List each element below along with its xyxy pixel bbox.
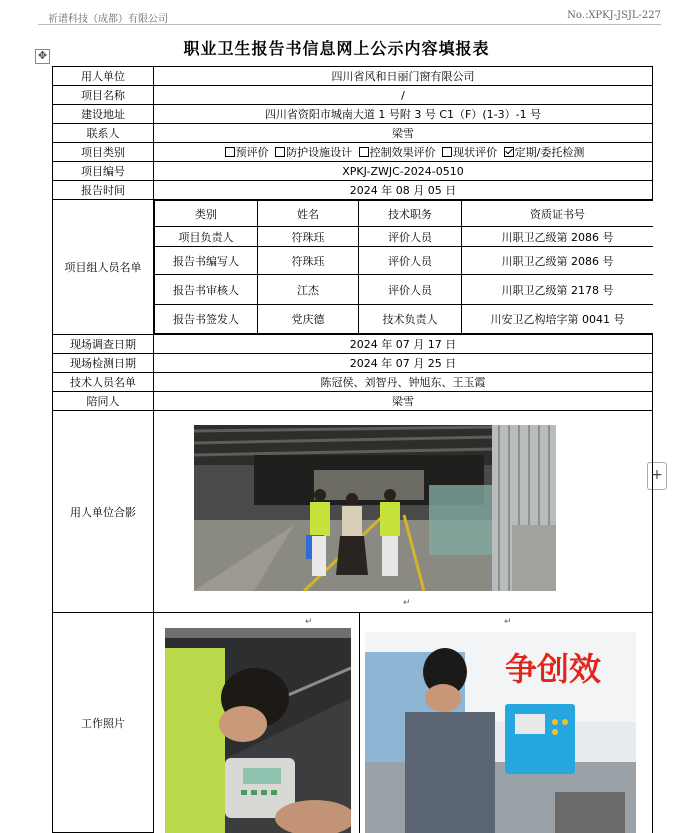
team-role[interactable]: 报告书审核人 bbox=[155, 275, 258, 305]
label-project-name: 项目名称 bbox=[53, 86, 154, 105]
value-test-date[interactable]: 2024 年 07 月 25 日 bbox=[154, 354, 653, 373]
team-name[interactable]: 党庆德 bbox=[258, 305, 359, 334]
table-move-handle-icon[interactable]: ✥ bbox=[35, 49, 50, 64]
checkbox-status-evaluation[interactable] bbox=[442, 147, 452, 157]
team-cert[interactable]: 川安卫乙构培字第 0041 号 bbox=[462, 305, 653, 334]
row-project-no bbox=[53, 162, 653, 181]
option-status-evaluation: 现状评价 bbox=[453, 146, 498, 159]
team-row bbox=[155, 227, 653, 247]
checkbox-pre-evaluation[interactable] bbox=[225, 147, 235, 157]
team-role[interactable]: 项目负责人 bbox=[155, 227, 258, 247]
add-row-icon[interactable]: + bbox=[647, 462, 667, 490]
value-report-date[interactable]: 2024 年 08 月 05 日 bbox=[154, 181, 653, 200]
team-title[interactable]: 评价人员 bbox=[359, 227, 462, 247]
team-header-cert: 资质证书号 bbox=[462, 201, 653, 227]
label-escort: 陪同人 bbox=[53, 392, 154, 411]
value-contact[interactable]: 梁雪 bbox=[154, 124, 653, 143]
team-cert[interactable]: 川职卫乙级第 2086 号 bbox=[462, 227, 653, 247]
team-table bbox=[154, 200, 653, 334]
row-contact bbox=[53, 124, 653, 143]
value-project-name[interactable]: / bbox=[154, 86, 653, 105]
label-survey-date: 现场调查日期 bbox=[53, 335, 154, 354]
label-team: 项目组人员名单 bbox=[53, 200, 154, 335]
team-row bbox=[155, 305, 653, 334]
row-project-name bbox=[53, 86, 653, 105]
team-title[interactable]: 评价人员 bbox=[359, 275, 462, 305]
row-escort bbox=[53, 392, 653, 411]
team-row bbox=[155, 275, 653, 305]
label-work-photos: 工作照片 bbox=[53, 613, 154, 833]
banner-text: 争创效 bbox=[505, 650, 602, 688]
team-role[interactable]: 报告书签发人 bbox=[155, 305, 258, 334]
page-title: 职业卫生报告书信息网上公示内容填报表 bbox=[183, 39, 490, 58]
team-header-role: 类别 bbox=[155, 201, 258, 227]
team-cert[interactable]: 川职卫乙级第 2178 号 bbox=[462, 275, 653, 305]
team-title[interactable]: 评价人员 bbox=[359, 247, 462, 275]
team-header-name: 姓名 bbox=[258, 201, 359, 227]
option-protection-design: 防护设施设计 bbox=[286, 146, 353, 159]
team-name[interactable]: 符珠珏 bbox=[258, 227, 359, 247]
value-address[interactable]: 四川省资阳市城南大道 1 号附 3 号 C1（F）(1-3）-1 号 bbox=[154, 105, 653, 124]
header-doc-number: No.:XPKJ-JSJL-227 bbox=[567, 10, 661, 21]
label-employer: 用人单位 bbox=[53, 67, 154, 86]
team-name[interactable]: 江杰 bbox=[258, 275, 359, 305]
team-role[interactable]: 报告书编写人 bbox=[155, 247, 258, 275]
value-project-no[interactable]: XPKJ-ZWJC-2024-0510 bbox=[154, 162, 653, 181]
value-survey-date[interactable]: 2024 年 07 月 17 日 bbox=[154, 335, 653, 354]
work-photo-2[interactable] bbox=[365, 632, 636, 833]
checkbox-periodic-testing[interactable] bbox=[504, 147, 514, 157]
label-group-photo: 用人单位合影 bbox=[53, 411, 154, 613]
header-divider bbox=[38, 24, 661, 25]
row-survey-date bbox=[53, 335, 653, 354]
team-header-row bbox=[155, 201, 653, 227]
checkbox-protection-design[interactable] bbox=[275, 147, 285, 157]
row-test-date bbox=[53, 354, 653, 373]
team-name[interactable]: 符珠珏 bbox=[258, 247, 359, 275]
label-contact: 联系人 bbox=[53, 124, 154, 143]
team-row bbox=[155, 247, 653, 275]
team-header-title: 技术职务 bbox=[359, 201, 462, 227]
option-pre-evaluation: 预评价 bbox=[235, 146, 269, 159]
info-table bbox=[52, 66, 653, 833]
label-test-date: 现场检测日期 bbox=[53, 354, 154, 373]
row-address bbox=[53, 105, 653, 124]
value-tech-staff[interactable]: 陈冠侯、刘智丹、钟旭东、王玉霞 bbox=[154, 373, 653, 392]
label-project-no: 项目编号 bbox=[53, 162, 154, 181]
option-periodic-testing: 定期/委托检测 bbox=[514, 146, 585, 159]
work-photo-1[interactable] bbox=[165, 628, 351, 833]
label-report-date: 报告时间 bbox=[53, 181, 154, 200]
team-title[interactable]: 技术负责人 bbox=[359, 305, 462, 334]
label-category: 项目类别 bbox=[53, 143, 154, 162]
header-company: 祈谱科技（成都）有限公司 bbox=[48, 14, 168, 25]
value-escort[interactable]: 梁雪 bbox=[154, 392, 653, 411]
row-employer bbox=[53, 67, 653, 86]
option-control-effect: 控制效果评价 bbox=[369, 146, 436, 159]
value-category bbox=[154, 143, 653, 162]
label-address: 建设地址 bbox=[53, 105, 154, 124]
team-cert[interactable]: 川职卫乙级第 2086 号 bbox=[462, 247, 653, 275]
row-tech-staff bbox=[53, 373, 653, 392]
group-photo[interactable] bbox=[194, 425, 556, 591]
row-category bbox=[53, 143, 653, 162]
value-employer[interactable]: 四川省风和日丽门窗有限公司 bbox=[154, 67, 653, 86]
checkbox-control-effect[interactable] bbox=[359, 147, 369, 157]
row-team bbox=[53, 200, 653, 335]
row-report-date bbox=[53, 181, 653, 200]
row-work-photos: 工作照片 争创效 ↵ ↵ bbox=[53, 613, 653, 833]
label-tech-staff: 技术人员名单 bbox=[53, 373, 154, 392]
row-group-photo: 用人单位合影 ↵ bbox=[53, 411, 653, 613]
